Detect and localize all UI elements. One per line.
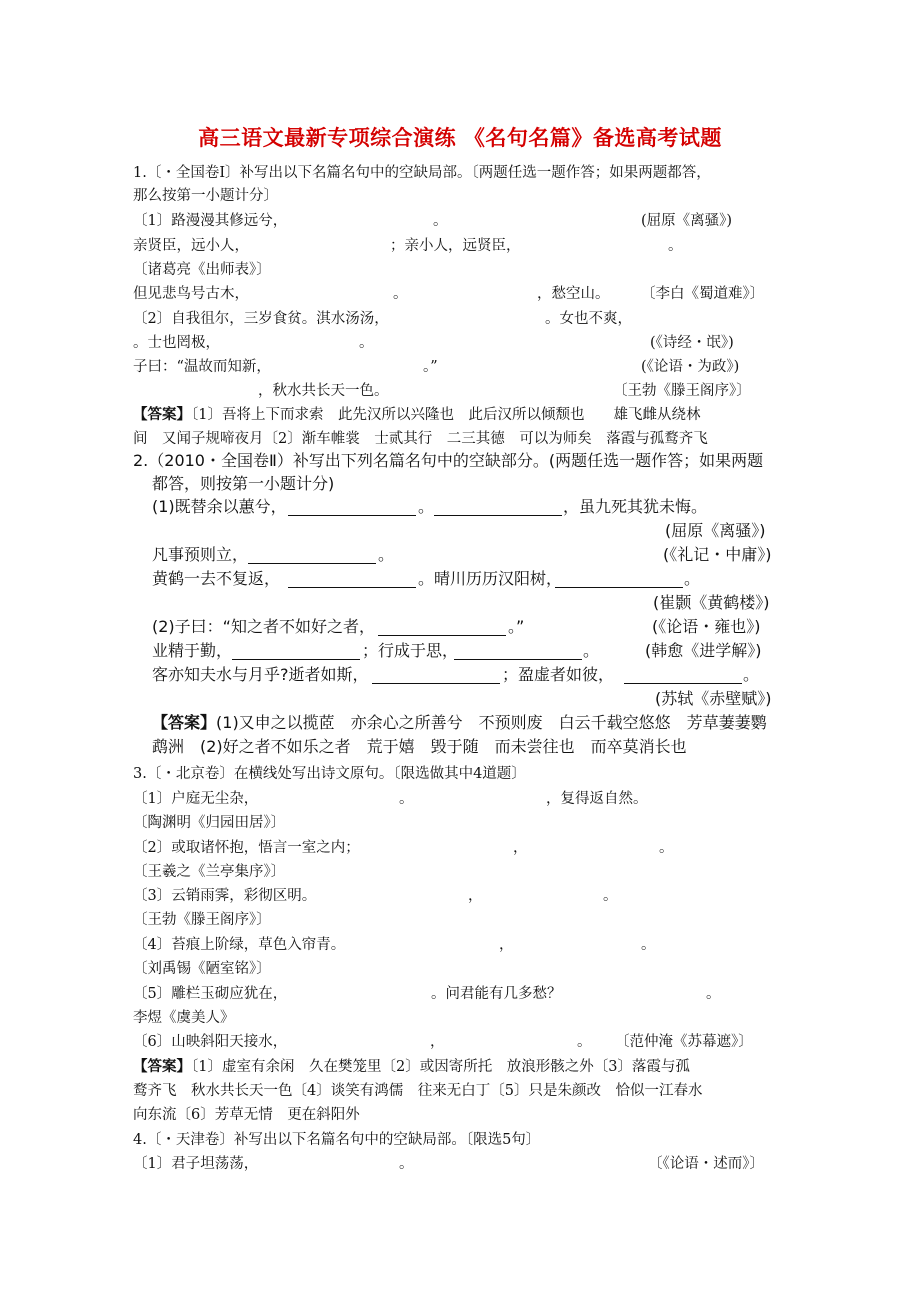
q1-source: 〔王勃《滕王阁序》〕 xyxy=(613,383,751,399)
q3-answer-text: 〔1〕虚室有余闲 久在樊笼里〔2〕或因寄所托 放浪形骸之外〔3〕落霞与孤 xyxy=(191,1059,690,1075)
q2-source: (苏轼《赤壁赋》) xyxy=(655,689,772,708)
answer-blank[interactable] xyxy=(288,501,416,516)
q2-text: ；行成于思， xyxy=(362,641,459,660)
q3-source: 李煜《虞美人》 xyxy=(133,1010,235,1026)
q2-text: ；盈虚者如彼， xyxy=(502,665,615,684)
q3-text: 〔3〕云销雨霁，彩彻区明。 xyxy=(133,888,317,904)
q1-source: 〔李白《蜀道难》〕 xyxy=(641,286,765,302)
q1-source: (屈原《离骚》) xyxy=(641,213,733,229)
q3-source: 〔王羲之《兰亭集序》〕 xyxy=(133,864,286,880)
q2-text: ，虽九死其犹未悔。 xyxy=(563,497,708,516)
q2-answer-line1 xyxy=(152,713,767,733)
q4-source: 〔《论语・述而》〕 xyxy=(648,1156,764,1172)
q3-answer-line2: 鹜齐飞 秋水共长天一色〔4〕谈笑有鸿儒 往来无白丁〔5〕只是朱颜改 恰似一江春水 xyxy=(133,1083,703,1099)
answer-blank[interactable] xyxy=(232,645,360,660)
answer-blank[interactable] xyxy=(624,669,742,684)
q3-source: 〔范仲淹《苏幕遮》〕 xyxy=(615,1034,753,1050)
q4-text: 。 xyxy=(399,1156,414,1172)
q3-text: ， xyxy=(468,888,483,904)
answer-label: 【答案】 xyxy=(133,406,191,423)
q1-heading-line2: 那么按第一小题计分〕 xyxy=(133,188,278,204)
q1-answer-text: 〔1〕吾将上下而求索 此先汉所以兴隆也 此后汉所以倾颓也 雄飞雌从绕林 xyxy=(191,407,701,423)
answer-blank[interactable] xyxy=(434,501,562,516)
q3-text: 〔2〕或取诸怀抱，悟言一室之内； xyxy=(133,840,360,856)
q1-answer-line1 xyxy=(133,405,700,425)
q2-text: 。 xyxy=(583,641,600,660)
q2-source: (屈原《离骚》) xyxy=(665,521,766,540)
q2-text: (2)子曰：“知之者不如好之者， xyxy=(152,617,375,636)
q4-heading: 4.〔・天津卷〕补写出以下名篇名句中的空缺局部。〔限选5句〕 xyxy=(133,1132,541,1148)
q1-text: 。女也不爽， xyxy=(545,311,632,327)
q1-text: 但见悲鸟号古木， xyxy=(133,286,249,302)
q3-text: ， xyxy=(499,937,514,953)
q1-source-line: 〔诸葛亮《出师表》〕 xyxy=(133,262,271,278)
q1-text: ，秋水共长天一色。 xyxy=(258,383,389,399)
answer-blank[interactable] xyxy=(288,573,416,588)
answer-label: 【答案】 xyxy=(133,1058,191,1075)
answer-blank[interactable] xyxy=(372,669,500,684)
answer-blank[interactable] xyxy=(555,573,683,588)
q2-text: 。晴川历历汉阳树， xyxy=(418,569,563,588)
q3-text: 〔6〕山映斜阳天接水， xyxy=(133,1034,288,1050)
q2-answer-line2: 鹉洲 (2)好之者不如乐之者 荒于嬉 毁于随 而未尝往也 而卒莫消长也 xyxy=(152,737,687,756)
q1-answer-line2: 间 又闻子规啼夜月〔2〕渐车帷裳 士贰其行 二三其德 可以为师矣 落霞与孤鹜齐飞 xyxy=(133,431,708,447)
q2-source: (《礼记・中庸》) xyxy=(663,545,772,564)
q3-answer-line1 xyxy=(133,1057,690,1077)
q1-source: (《诗经・氓》) xyxy=(650,335,734,351)
answer-blank[interactable] xyxy=(248,549,376,564)
q2-text: 凡事预则立， xyxy=(152,545,249,564)
q2-text: 。 xyxy=(378,545,395,564)
q2-text: 黄鹤一去不复返， xyxy=(152,569,281,588)
q1-text: ；亲小人，远贤臣， xyxy=(390,238,521,254)
q1-text: ，愁空山。 xyxy=(537,286,610,302)
q1-text: 子曰：“温故而知新， xyxy=(133,359,271,375)
q1-source: (《论语・为政》) xyxy=(641,359,740,375)
q1-text: 。 xyxy=(668,238,683,254)
q2-text: 。 xyxy=(743,665,760,684)
q1-heading-line1: 1.〔・全国卷Ⅰ〕补写出以下名篇名句中的空缺局部。〔两题任选一题作答；如果两题都答， xyxy=(133,165,711,181)
q3-source: 〔陶渊明《归园田居》〕 xyxy=(133,815,286,831)
answer-label: 【答案】 xyxy=(152,713,217,732)
q3-text: 。 xyxy=(641,937,656,953)
q2-text: 客亦知夫水与月乎?逝者如斯， xyxy=(152,665,369,684)
q2-text: 。 xyxy=(684,569,701,588)
q3-text: ， xyxy=(430,1034,445,1050)
q3-answer-line3: 向东流〔6〕芳草无情 更在斜阳外 xyxy=(133,1107,360,1123)
q1-text: 〔1〕路漫漫其修远兮， xyxy=(133,213,288,229)
q1-text: 。 xyxy=(433,213,448,229)
q3-heading: 3.〔・北京卷〕在横线处写出诗文原句。〔限选做其中4道题〕 xyxy=(133,766,526,782)
q3-text: 〔4〕苔痕上阶绿，草色入帘青。 xyxy=(133,937,346,953)
q2-source: (崔颢《黄鹤楼》) xyxy=(653,593,770,612)
q2-text: (1)既替余以蕙兮， xyxy=(152,497,287,516)
q3-text: 。 xyxy=(577,1034,592,1050)
q3-text: ， xyxy=(513,840,528,856)
q2-text: 。 xyxy=(418,497,435,516)
q2-answer-text: (1)又申之以揽茝 亦余心之所善兮 不预则废 白云千载空悠悠 芳草萋萋鹦 xyxy=(216,713,767,732)
q2-source: (《论语・雍也》) xyxy=(652,617,761,636)
q1-text: 〔2〕自我徂尔，三岁食贫。淇水汤汤， xyxy=(133,311,389,327)
q3-text: 〔1〕户庭无尘杂， xyxy=(133,791,259,807)
q3-text: 。 xyxy=(603,888,618,904)
q3-source: 〔刘禹锡《陋室铭》〕 xyxy=(133,961,271,977)
q3-text: ，复得返自然。 xyxy=(546,791,648,807)
q3-source: 〔王勃《滕王阁序》〕 xyxy=(133,912,271,928)
q1-text: 亲贤臣，远小人， xyxy=(133,238,249,254)
q1-text: 。 xyxy=(393,286,408,302)
q3-text: 〔5〕雕栏玉砌应犹在， xyxy=(133,986,288,1002)
q1-text: 。 xyxy=(359,335,374,351)
q3-text: 。 xyxy=(659,840,674,856)
q2-text: 业精于勤， xyxy=(152,641,233,660)
q2-source: (韩愈《进学解》) xyxy=(645,641,762,660)
q2-heading-line1: 2.（2010・全国卷Ⅱ）补写出下列名篇名句中的空缺部分。(两题任选一题作答；如果两题 xyxy=(133,451,764,470)
q2-text: 。” xyxy=(508,617,525,636)
q3-text: 。问君能有几多愁？ xyxy=(431,986,562,1002)
document-title: 高三语文最新专项综合演练 《名句名篇》备选高考试题 xyxy=(198,125,722,150)
q1-text: 。士也罔极， xyxy=(133,335,220,351)
q3-text: 。 xyxy=(706,986,721,1002)
q1-text: 。” xyxy=(423,359,438,375)
answer-blank[interactable] xyxy=(378,621,506,636)
answer-blank[interactable] xyxy=(454,645,582,660)
q2-heading-line2: 都答，则按第一小题计分) xyxy=(152,474,335,493)
q4-text: 〔1〕君子坦荡荡， xyxy=(133,1156,259,1172)
q3-text: 。 xyxy=(399,791,414,807)
